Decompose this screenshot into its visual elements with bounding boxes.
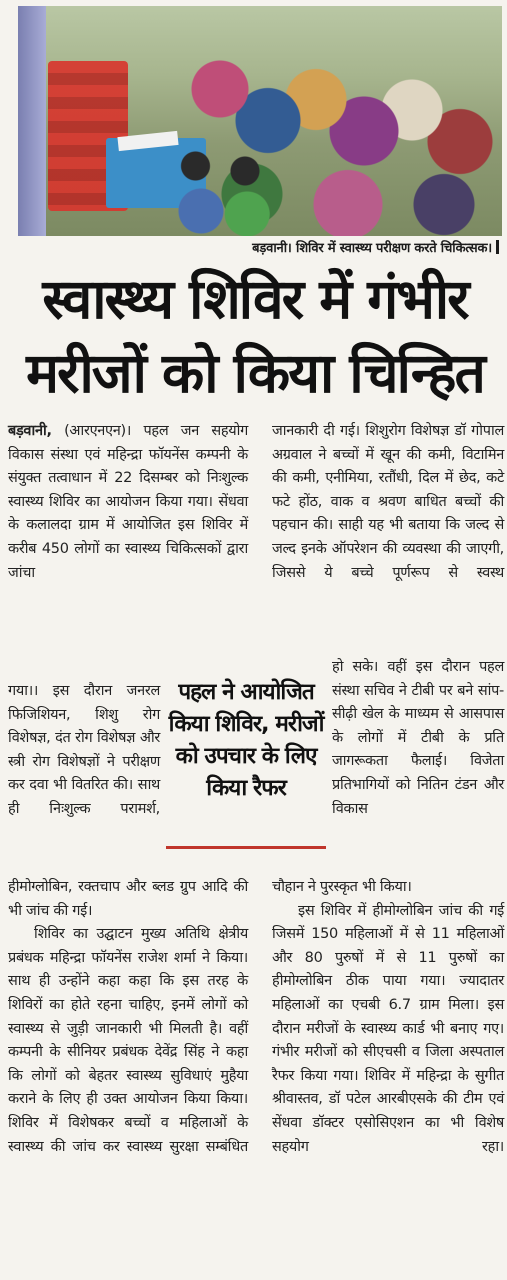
pull-quote-rule	[166, 846, 326, 849]
article-right-top: जानकारी दी गई। शिशुरोग विशेषज्ञ डॉ गोपाल अग्रवाल ने बच्चों में खून की कमी, विटामिन की कमी, एनीमिया, रतौंधी, दिल में छेद, कटे फटे होंठ, वाक व श्रवण बाधित बच्चों की पहचान की। साही यह भी बताया कि जल्द से जल्द इनके ऑपरेशन की व्यवस्था की जाएगी, जिससे ये बच्चे पूर्णरूप से स्वस्थ	[272, 423, 504, 581]
article-column-right	[272, 420, 504, 585]
caption-bar	[496, 240, 499, 254]
article-dateline: बड़वानी,	[8, 423, 52, 439]
article-agency: (आरएनएन)।	[64, 423, 132, 439]
article-right-wrap-text: हो सके। वहीं इस दौरान पहल संस्था सचिव ने टीबी पर बने सांप-सीढ़ी खेल के माध्यम से आसपास के लोगों में टीबी के प्रति जागरूकता फैलाई। विजेता प्रतिभागियों को नितिन टंडन और विकास	[332, 659, 504, 817]
photo-caption-text: बड़वानी। शिविर में स्वास्थ्य परीक्षण करते चिकित्सक।	[252, 241, 492, 256]
headline	[10, 262, 500, 410]
article-left-top: पहल जन सहयोग विकास संस्था एवं महिन्द्रा फॉयनेंस कम्पनी के संयुक्त तत्वाधान में 22 दिसम्बर को निःशुल्क स्वास्थ्य शिविर का आयोजन किया गया। सेंधवा के कलालदा ग्राम में आयोजित इस शिविर में करीब 450 लोगों का स्वास्थ्य चिकित्सकों द्वारा जांचा	[8, 423, 248, 581]
pull-quote: पहल ने आयोजित किया शिविर, मरीजों को उपचार के लिए किया रैफर	[168, 679, 324, 801]
photo-caption	[252, 238, 499, 260]
headline-line-1: स्वास्थ्य शिविर में गंभीर	[42, 267, 468, 331]
article-column-left	[8, 420, 248, 585]
article-right-bottom: चौहान ने पुरस्कृत भी किया।	[272, 879, 412, 895]
headline-line-2: मरीजों को किया चिन्हित	[26, 341, 484, 405]
article-left-wrap-text: गया।। इस दौरान जनरल फिजिशियन, शिशु रोग विशेषज्ञ, दंत रोग विशेषज्ञ और स्त्री रोग विशेषज्ञों ने परीक्षण कर दवा भी वितरित की। साथ ही निःशुल्क परामर्श,	[8, 683, 160, 817]
photo-banner-pole	[18, 6, 46, 236]
article-right-wrap	[332, 656, 504, 821]
article-column-left-lower	[8, 876, 248, 1159]
photo-children	[168, 136, 278, 236]
article-column-right-lower	[272, 876, 504, 1159]
article-left-bottom: हीमोग्लोबिन, रक्तचाप और ब्लड ग्रुप आदि की भी जांच की गई।	[8, 879, 248, 919]
article-right-para2: इस शिविर में हीमोग्लोबिन जांच की गई जिसमें 150 महिलाओं में से 11 महिलाओं और 80 पुरुषों में से 11 पुरुषों का हीमोग्लोबिन ठीक पाया गया। ज्यादातर महिलाओं का एचबी 6.7 ग्राम मिला। इस दौरान मरीजों के स्वास्थ्य कार्ड भी बनाए गए। गंभीर मरीजों को सीएचसी व जिला अस्पताल रैफर किया गया। शिविर में महिन्द्रा के सुगीत श्रीवास्तव, डॉ पटेल आरबीएसके की टीम एवं सेंधवा डॉक्टर एसोसिएशन का भी विशेष सहयोग रहा।	[272, 902, 504, 1155]
article-photo	[18, 6, 502, 236]
article-left-para2: शिविर का उद्घाटन मुख्य अतिथि क्षेत्रीय प्रबंधक महिन्द्रा फॉयनेंस राजेश शर्मा ने किया। साथ ही उन्होंने कहा कहा कि इस तरह के शिविरों का होते रहना चाहिए, इनमें लोगों को स्वास्थ्य से जुड़ी जानकारी भी मिलती है। वहीं कम्पनी के सीनियर प्रबंधक देवेंद्र सिंह ने कहा कि लोगों को बेहतर स्वास्थ्य सुविधाएं मुहैया कराने के लिए ही उक्त आयोजन किया किया। शिविर में विशेषकर बच्चों व महिलाओं के स्वास्थ्य की जांच कर स्वास्थ्य सुरक्षा सम्बंधित	[8, 926, 248, 1155]
article-left-wrap	[8, 680, 160, 822]
